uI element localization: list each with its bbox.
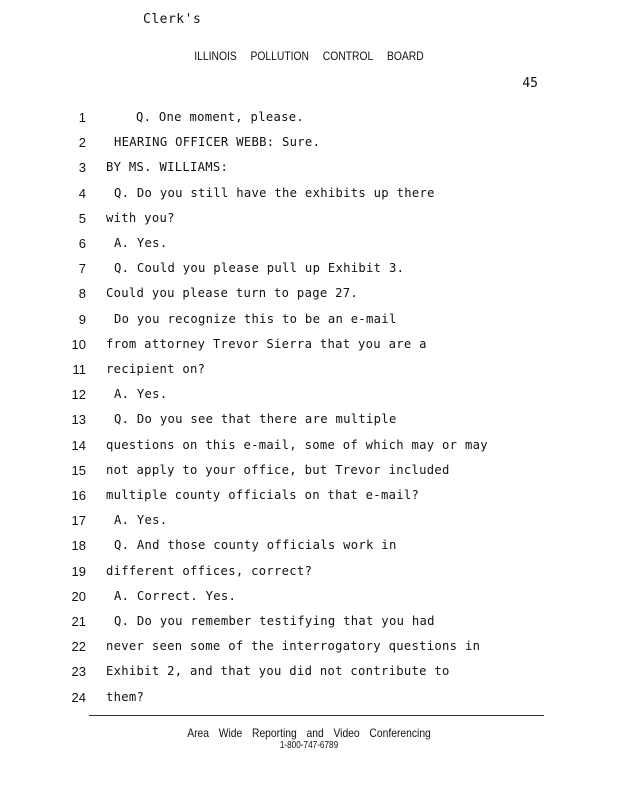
line-text: A. Correct. Yes. [114,588,237,603]
line-number: 5 [78,210,86,226]
line-text: A. Yes. [114,236,168,250]
line-number: 8 [78,286,86,302]
line-number: 20 [71,588,86,604]
line-number: 10 [71,336,86,352]
board-title-word: CONTROL [322,49,374,63]
line-text: Q. And those county officials work in [114,538,397,553]
line-text: questions on this e-mail, some of which may or may [106,437,488,452]
line-number: 1 [78,110,86,125]
line-text: A. Yes. [114,387,168,402]
line-number: 14 [71,437,86,453]
line-text: recipient on? [106,362,206,376]
board-title-word: ILLINOIS [194,49,237,63]
line-text: Q. Do you remember testifying that you had [114,614,435,628]
line-number: 24 [71,689,86,705]
line-number: 15 [71,462,86,478]
line-number: 9 [78,311,86,327]
line-number: 23 [71,664,86,680]
line-text: multiple county officials on that e-mail? [106,488,420,502]
line-text: different offices, correct? [106,563,313,578]
line-number: 16 [71,488,86,503]
line-number: 22 [71,639,86,655]
line-number: 19 [71,563,86,579]
line-text: never seen some of the interrogatory questions in [106,639,481,654]
line-number: 18 [71,538,86,554]
line-text: HEARING OFFICER WEBB: Sure. [114,135,321,150]
line-text: Do you recognize this to be an e-mail [114,311,397,326]
line-number: 7 [78,261,86,277]
header-overprinted-text: Clerk's [143,12,202,27]
line-text: Q. Could you please pull up Exhibit 3. [114,261,405,276]
line-text: BY MS. WILLIAMS: [106,160,229,175]
page-number: 45 [522,76,538,91]
board-title-word: BOARD [386,49,424,63]
line-text: Q. Do you see that there are multiple [114,412,397,427]
line-number: 2 [78,135,86,151]
line-number: 21 [71,614,86,629]
line-number: 13 [71,412,86,428]
line-number: 11 [72,362,86,377]
footer-company: Area Wide Reporting and Video Conferencing [187,726,431,740]
line-text: Q. One moment, please. [136,110,305,124]
footer-divider [89,715,544,716]
line-text: not apply to your office, but Trevor included [106,462,450,477]
line-number: 3 [78,160,86,176]
line-number: 6 [78,236,86,251]
line-text: them? [106,689,145,704]
line-text: Exhibit 2, and that you did not contribute to [106,664,450,679]
line-text: Q. Do you still have the exhibits up there [114,185,435,200]
footer-phone: 1-800-747-6789 [279,740,339,751]
line-number: 17 [71,513,86,529]
line-number: 12 [71,387,86,403]
line-text: Could you please turn to page 27. [106,286,359,301]
line-text: with you? [106,210,175,225]
board-title [43,49,574,63]
line-number: 4 [78,185,86,201]
line-text: A. Yes. [114,513,168,528]
line-text: from attorney Trevor Sierra that you are a [106,336,427,351]
board-title-word: POLLUTION [250,49,309,63]
